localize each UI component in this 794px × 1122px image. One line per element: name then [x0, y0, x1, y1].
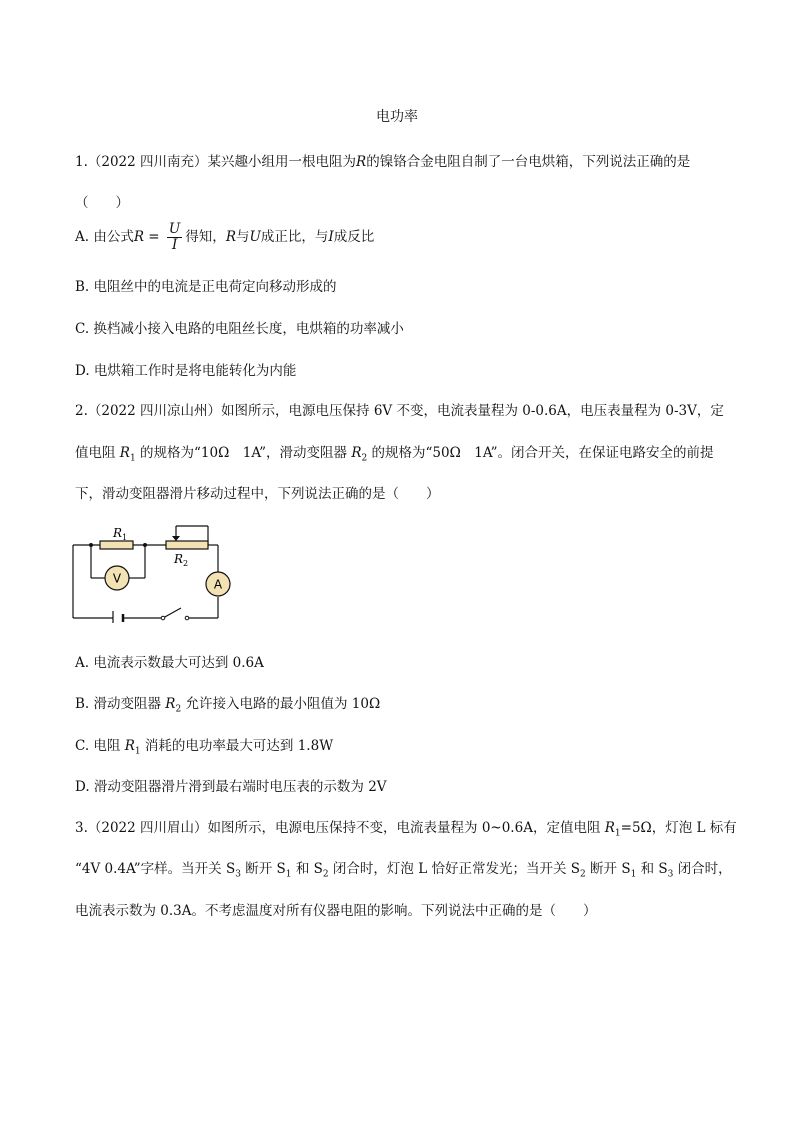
q2-option-c — [75, 734, 333, 757]
switch-contact-left — [161, 616, 165, 620]
q1-opta-fraction — [167, 222, 182, 253]
q3-l2-text-b: 断开 S — [240, 861, 286, 877]
q2-optc-r: R — [124, 738, 135, 754]
q2-l2-text-c: 的规格为“50Ω 1A”。闭合开关，在保证电路安全的前提 — [367, 445, 714, 461]
resistor-r1 — [100, 541, 133, 549]
circuit-diagram — [68, 518, 238, 623]
junction-right — [143, 543, 147, 547]
q3-l2-sub-s1b: 1 — [630, 869, 637, 880]
q1-opta-text-d: 成正比，与 — [260, 229, 329, 245]
q3-l1-text-b: =5Ω，灯泡 L 标有 — [620, 820, 737, 836]
q1-answer-bracket: （ ） — [75, 195, 129, 211]
q1-stem-text-b: 的镍铬合金电阻自制了一台电烘箱，下列说法正确的是 — [366, 154, 691, 170]
q2-stem-line3: 下，滑动变阻器滑片移动过程中，下列说法正确的是（ ） — [75, 486, 440, 502]
q3-l2-sub-s2b: 2 — [580, 869, 586, 880]
r2-label: $R_2$ — [174, 552, 189, 568]
q3-l1-r: R — [604, 820, 615, 836]
q1-opta-i: I — [328, 229, 334, 245]
r1-label: $R_1$ — [113, 526, 128, 542]
q1-opta-text-a: A. 由公式 — [75, 229, 134, 245]
q3-l2-text-g: 闭合时， — [673, 861, 732, 877]
q3-l2-text-d: 闭合时，灯泡 L 恰好正常发光；当开关 S — [328, 861, 580, 877]
q2-option-d: D. 滑动变阻器滑片滑到最右端时电压表的示数为 2V — [75, 779, 387, 795]
q1-option-d: D. 电烘箱工作时是将电能转化为内能 — [75, 363, 297, 379]
q2-optb-text-a: B. 滑动变阻器 — [75, 696, 166, 712]
q2-optc-text-b: 消耗的电功率最大可达到 1.8W — [140, 738, 334, 754]
q3-l1-text-a: 3.（2022 四川眉山）如图所示，电源电压保持不变，电流表量程为 0~0.6A，定值电阻 — [75, 820, 605, 836]
q2-stem-line2 — [75, 441, 714, 464]
q1-opta-text-e: 成反比 — [333, 229, 375, 245]
q2-l2-r1-sub: 1 — [129, 453, 136, 464]
q2-l2-text-a: 值电阻 — [75, 445, 120, 461]
q1-stem-text-a: 1.（2022 四川南充）某兴趣小组用一根电阻为 — [75, 154, 357, 170]
page-title: 电功率 — [376, 109, 418, 125]
q1-opta-text-c: 与 — [235, 229, 250, 245]
q2-l2-r2: R — [351, 445, 362, 461]
q3-stem-line1 — [75, 816, 737, 839]
q1-opta-numerator: U — [168, 221, 181, 237]
q1-opta-text-b: 得知， — [185, 229, 226, 245]
q1-option-a — [75, 222, 374, 253]
q2-l2-text-b: 的规格为“10Ω 1A”，滑动变阻器 — [135, 445, 352, 461]
q1-var-r: R — [356, 154, 367, 170]
q1-opta-r: R — [133, 229, 145, 245]
q3-l2-sub-s2: 2 — [322, 869, 329, 880]
q1-opta-u: U — [249, 229, 261, 245]
q3-l2-sub-s3b: 3 — [667, 869, 674, 880]
q2-option-b — [75, 692, 380, 715]
q3-stem-line3: 电流表示数为 0.3A。不考虑温度对所有仪器电阻的影响。下列说法中正确的是（ ） — [75, 903, 597, 919]
q2-l2-r1: R — [119, 445, 130, 461]
q3-l1-sub: 1 — [614, 828, 621, 839]
q2-optb-text-b: 允许接入电路的最小阻值为 10Ω — [181, 696, 381, 712]
slider-arrow — [172, 536, 180, 541]
q3-stem-line2 — [75, 857, 732, 880]
q3-l2-text-f: 和 S — [636, 861, 668, 877]
switch-contact-right — [185, 616, 189, 620]
q1-option-b: B. 电阻丝中的电流是正电荷定向移动形成的 — [75, 279, 337, 295]
junction-left — [89, 543, 93, 547]
q2-optc-text-a: C. 电阻 — [75, 738, 125, 754]
q2-optc-sub: 1 — [134, 746, 141, 757]
q3-l2-text-e: 断开 S — [585, 861, 631, 877]
rheostat-r2 — [166, 541, 208, 549]
q2-stem-line1: 2.（2022 四川凉山州）如图所示，电源电压保持 6V 不变，电流表量程为 0-0.6A，电压表量程为 0-3V，定 — [75, 403, 724, 419]
q1-opta-eq: = — [144, 229, 164, 245]
q3-l2-text-c: 和 S — [291, 861, 323, 877]
q3-l2-text-a: “4V 0.4A”字样。当开关 S — [75, 861, 236, 877]
ammeter-label: A — [213, 577, 223, 592]
q3-l2-sub-s1: 1 — [285, 869, 292, 880]
voltmeter-label: V — [112, 571, 122, 586]
q2-optb-r: R — [165, 696, 176, 712]
q2-option-a: A. 电流表示数最大可达到 0.6A — [75, 655, 264, 671]
switch-blade — [163, 608, 181, 618]
q2-l2-r2-sub: 2 — [361, 453, 368, 464]
q1-option-c: C. 换档减小接入电路的电阻丝长度，电烘箱的功率减小 — [75, 321, 404, 337]
q2-optb-sub: 2 — [175, 704, 182, 715]
q3-l2-sub-s3: 3 — [235, 869, 241, 880]
q1-stem-line1 — [75, 150, 690, 170]
q1-opta-r2: R — [225, 229, 236, 245]
q1-opta-denominator: I — [171, 237, 178, 253]
